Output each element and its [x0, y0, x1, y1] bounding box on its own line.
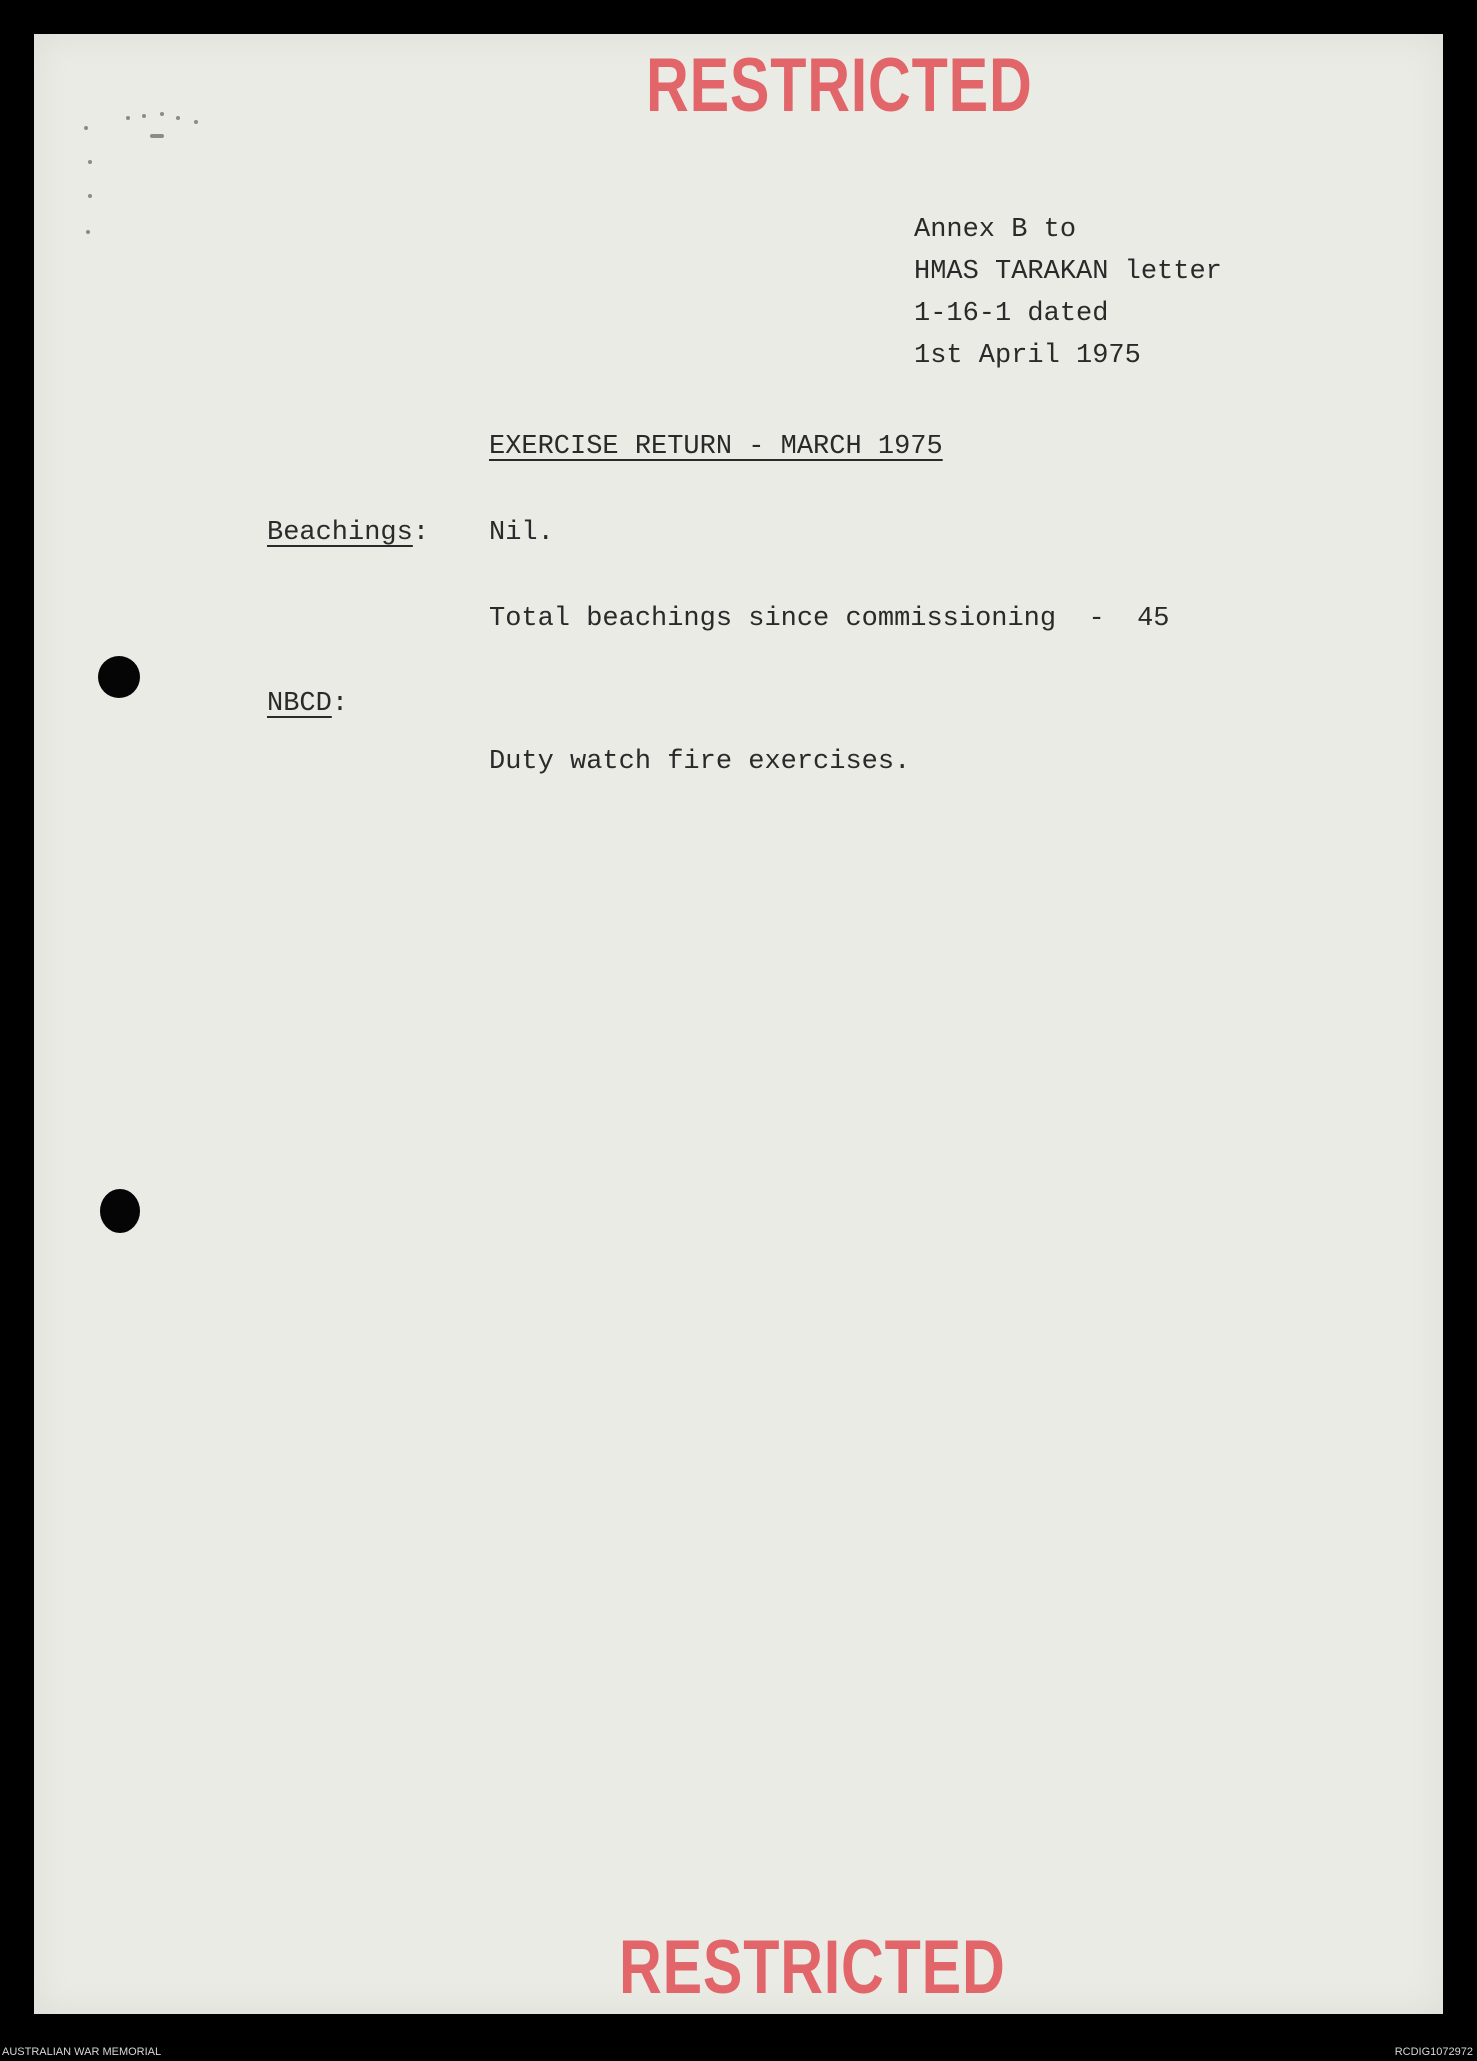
archive-id: RCDIG1072972 [1394, 2046, 1473, 2058]
reference-block [914, 209, 1222, 377]
nbcd-label [267, 689, 348, 719]
reference-line-4: 1st April 1975 [914, 341, 1141, 371]
beachings-label-colon: : [412, 518, 430, 548]
document-heading: EXERCISE RETURN - MARCH 1975 [489, 432, 943, 462]
reference-line-1: Annex B to [914, 215, 1077, 245]
nbcd-detail: Duty watch fire exercises. [489, 747, 911, 777]
punch-hole-upper [98, 656, 140, 698]
beachings-value: Nil. [489, 518, 554, 548]
nbcd-label-text: NBCD [267, 689, 332, 719]
archive-credit: AUSTRALIAN WAR MEMORIAL [2, 2046, 162, 2058]
reference-line-3: 1-16-1 dated [914, 299, 1109, 329]
reference-line-2: HMAS TARAKAN letter [914, 257, 1222, 287]
beachings-label-text: Beachings [267, 518, 413, 548]
restricted-stamp-bottom: RESTRICTED [619, 1925, 1006, 2010]
document-page [34, 34, 1443, 2014]
total-beachings: Total beachings since commissioning - 45 [489, 604, 1170, 634]
punch-hole-lower [100, 1189, 140, 1233]
nbcd-label-colon: : [331, 689, 349, 719]
restricted-stamp-top: RESTRICTED [646, 43, 1033, 128]
beachings-label [267, 518, 429, 548]
